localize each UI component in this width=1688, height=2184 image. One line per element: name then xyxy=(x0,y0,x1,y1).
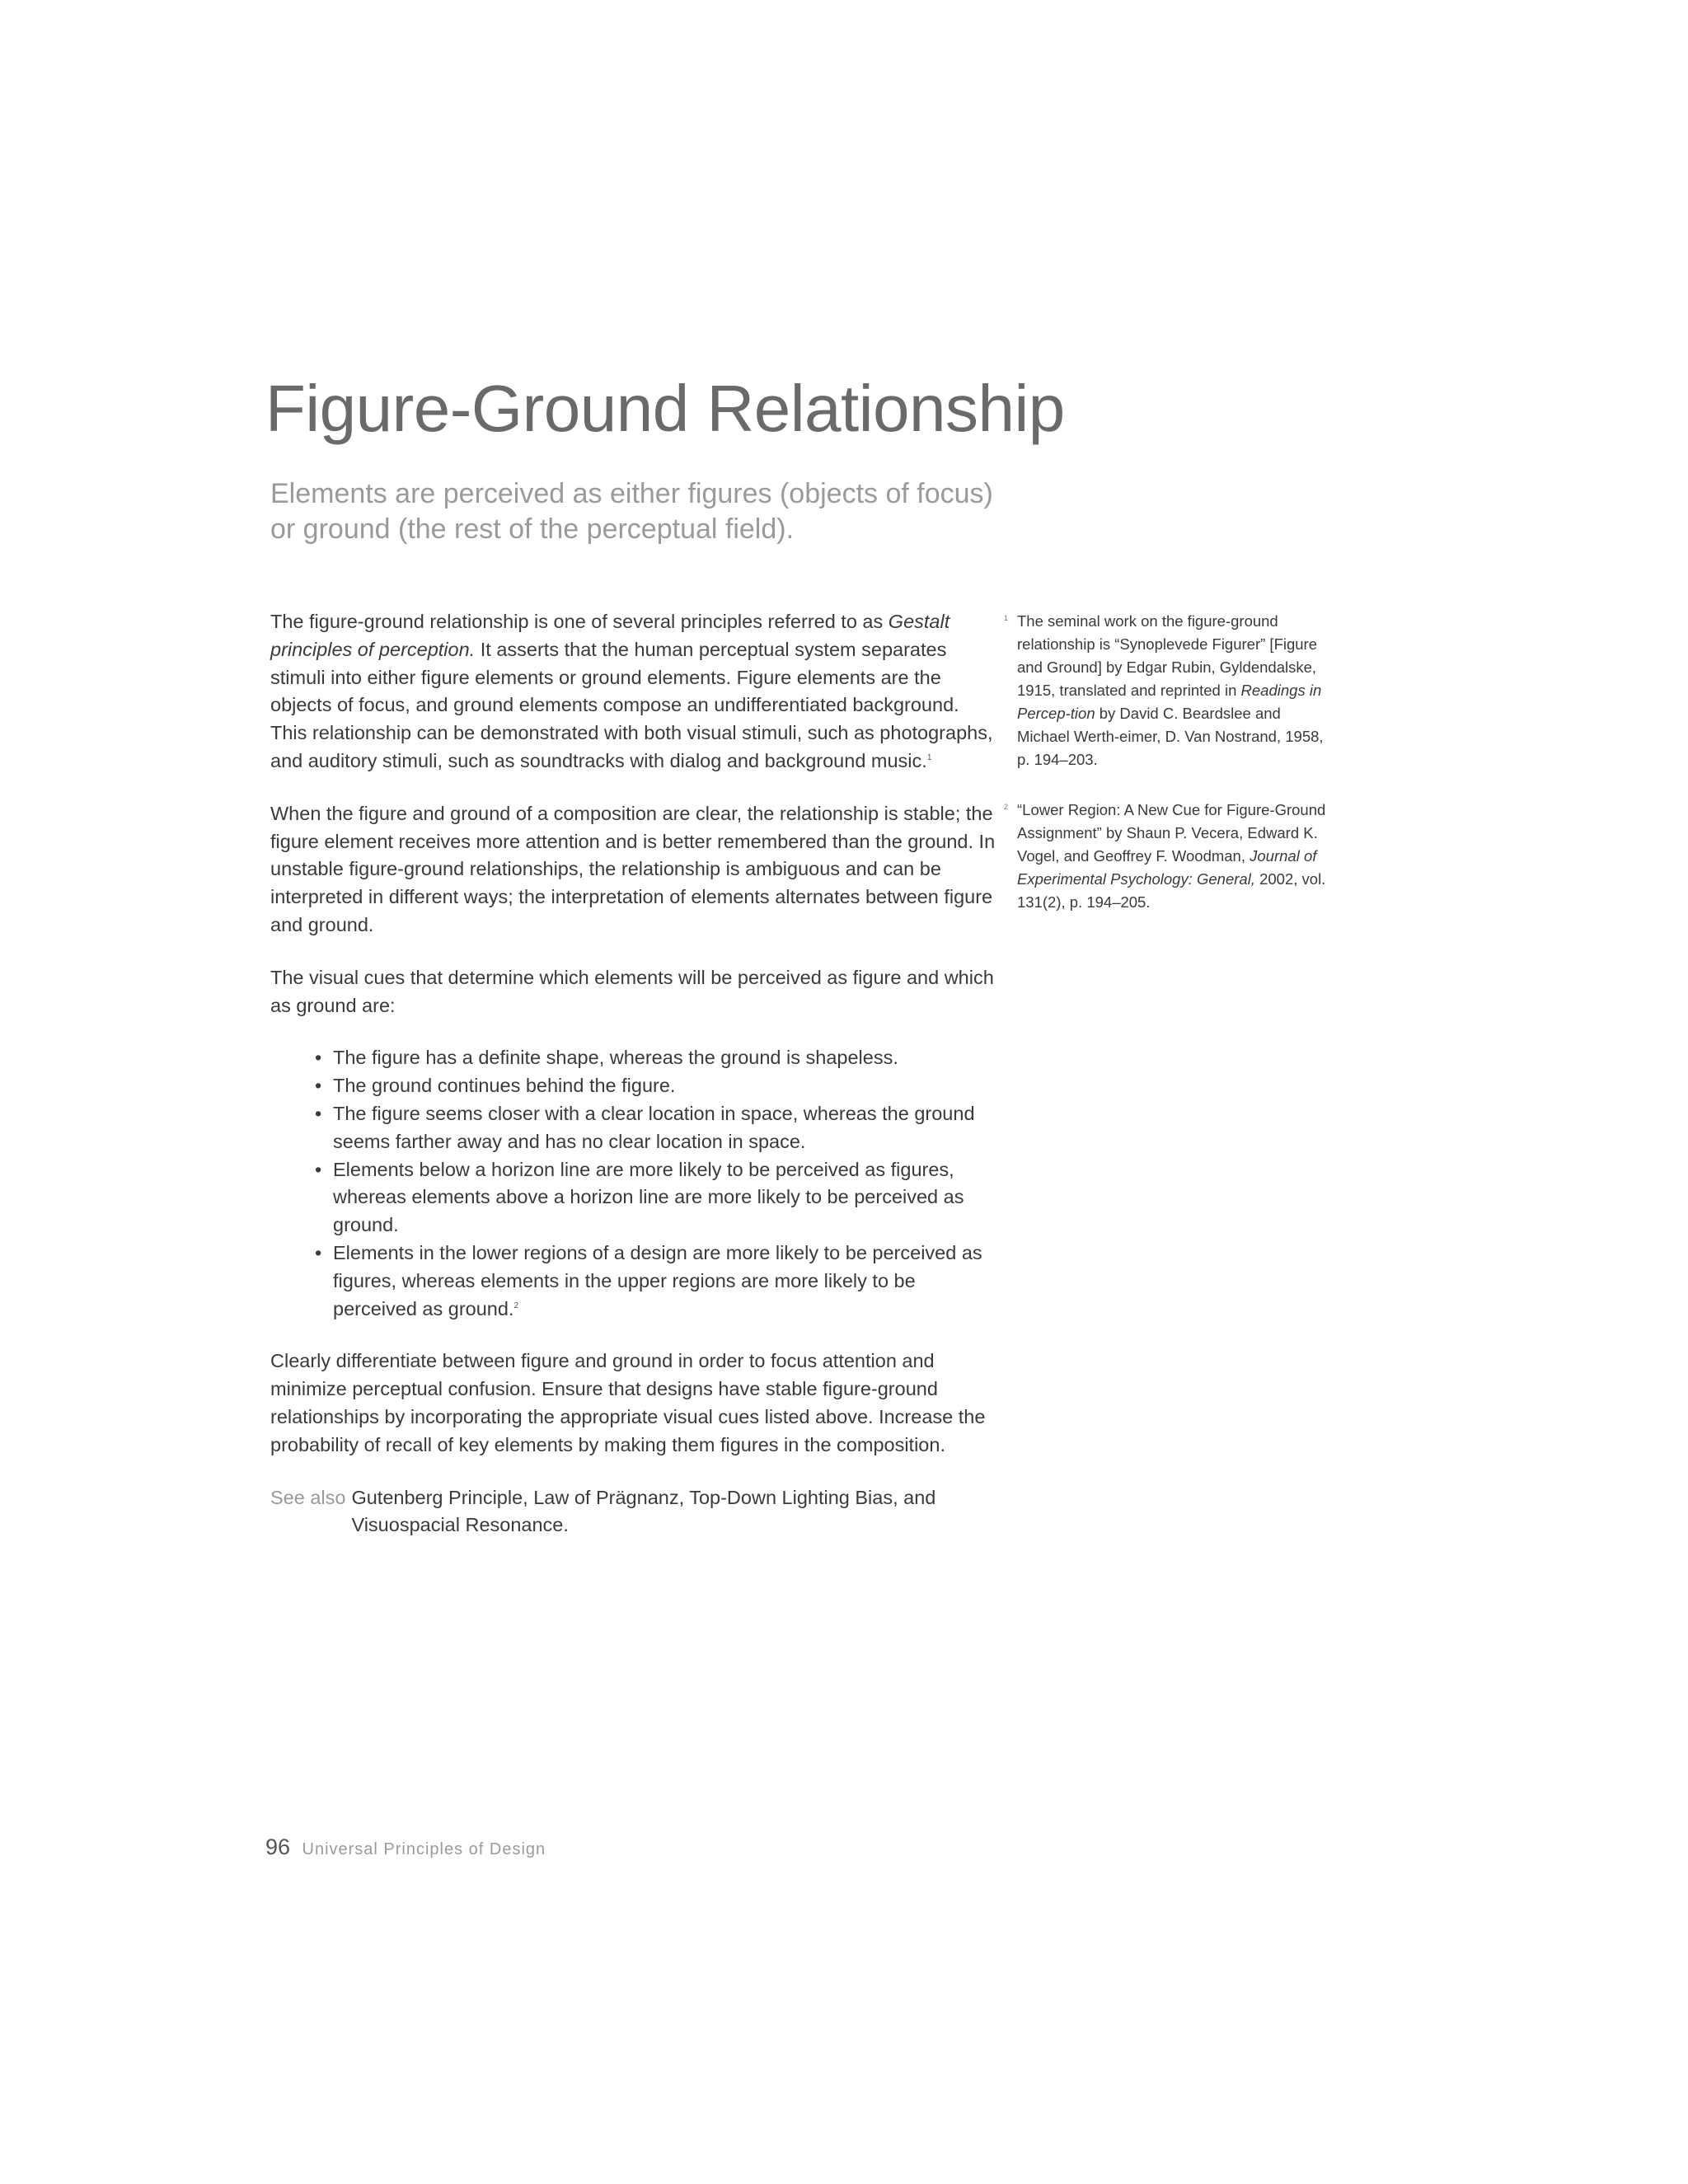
visual-cues-list xyxy=(270,1044,996,1323)
paragraph-intro xyxy=(270,608,996,776)
list-item xyxy=(312,1072,996,1100)
list-item-text: The ground continues behind the figure. xyxy=(333,1075,676,1097)
footnote-ref-2: 2 xyxy=(513,1301,519,1310)
list-item xyxy=(312,1240,996,1323)
list-item-text: Elements below a horizon line are more likely to be perceived as figures, whereas elements above a horizon line are more likely to be perceived as ground. xyxy=(333,1158,964,1236)
paragraph-guideline: Clearly differentiate between figure and ground in order to focus attention and minimize perceptual confusion. Ensure that designs have stable figure-ground relationships by incorporating the appropriate visual cues listed above. Increase the probability of recall of key elements by making them figures in the composition. xyxy=(270,1350,986,1455)
page-title: Figure-Ground Relationship xyxy=(265,372,1065,445)
paragraph-stability: When the figure and ground of a composition are clear, the relationship is stable; the figure element receives more attention and is better remembered than the ground. In unstable figure-ground relationships, the relationship is ambiguous and can be interpreted in different ways; the interpretation of elements alternates between figure and ground. xyxy=(270,802,996,935)
footnote-1 xyxy=(1004,610,1337,771)
main-text xyxy=(270,608,996,1540)
list-item-text: The figure has a definite shape, whereas the ground is shapeless. xyxy=(333,1047,898,1069)
footnote-2 xyxy=(1004,799,1337,914)
list-item-text: The figure seems closer with a clear location in space, whereas the ground seems farther away and has no clear location in space. xyxy=(333,1102,975,1152)
footnotes xyxy=(1004,610,1337,941)
page-number: 96 xyxy=(265,1835,291,1859)
footnote-text-end: 2002, vol. 131(2), p. 194–205. xyxy=(1017,870,1326,911)
page-subtitle: Elements are perceived as either figures (objects of focus) or ground (the rest of the perceptual field). xyxy=(270,478,993,545)
page-footer xyxy=(265,1835,546,1860)
footnote-title: Readings in Percep-tion xyxy=(1017,682,1322,722)
bullet-marker: • xyxy=(315,1158,322,1180)
book-title: Universal Principles of Design xyxy=(302,1840,546,1858)
bullet-marker: • xyxy=(315,1102,322,1124)
intro-text-start: The figure-ground relationship is one of several principles referred to as xyxy=(270,611,889,632)
see-also-label: See also xyxy=(270,1486,346,1508)
footnote-title: Journal of Experimental Psychology: General, xyxy=(1017,847,1317,888)
footnote-number: 1 xyxy=(1004,614,1009,622)
footnote-number: 2 xyxy=(1004,803,1009,811)
bullet-marker: • xyxy=(315,1047,322,1069)
list-item-text: Elements in the lower regions of a design are more likely to be perceived as figures, whereas elements in the upper regions are more likely to be perceived as ground. xyxy=(333,1241,982,1319)
intro-text-end: It asserts that the human perceptual system separates stimuli into either figure elements or ground elements. Figure elements are the objects of focus, and ground elements compose an undifferentiated background. This relationship can be demonstrated with both visual stimuli, such as photographs, and auditory stimuli, such as soundtracks with dialog and background music. xyxy=(270,638,993,771)
list-item xyxy=(312,1156,996,1240)
footnote-text-end: by David C. Beardslee and Michael Werth-eimer, D. Van Nostrand, 1958, p. 194–203. xyxy=(1017,705,1324,768)
bullet-marker: • xyxy=(315,1075,322,1097)
footnote-ref-1: 1 xyxy=(926,753,932,763)
intro-emphasis: Gestalt principles of perception. xyxy=(270,611,950,660)
see-also xyxy=(270,1484,996,1540)
bullet-marker: • xyxy=(315,1241,322,1263)
see-also-list: Gutenberg Principle, Law of Prägnanz, Top-Down Lighting Bias, and Visuospacial Resonance. xyxy=(351,1486,936,1536)
list-item xyxy=(312,1044,996,1072)
paragraph-cues-intro: The visual cues that determine which elements will be perceived as figure and which as ground are: xyxy=(270,966,994,1016)
footnote-text-start: “Lower Region: A New Cue for Figure-Ground Assignment” by Shaun P. Vecera, Edward K. Vogel, and Geoffrey F. Woodman, xyxy=(1017,801,1326,865)
footnote-text-start: The seminal work on the figure-ground relationship is “Synoplevede Figurer” [Figure and Ground] by Edgar Rubin, Gyldendalske, 1915, translated and reprinted in xyxy=(1017,612,1318,699)
list-item xyxy=(312,1100,996,1156)
